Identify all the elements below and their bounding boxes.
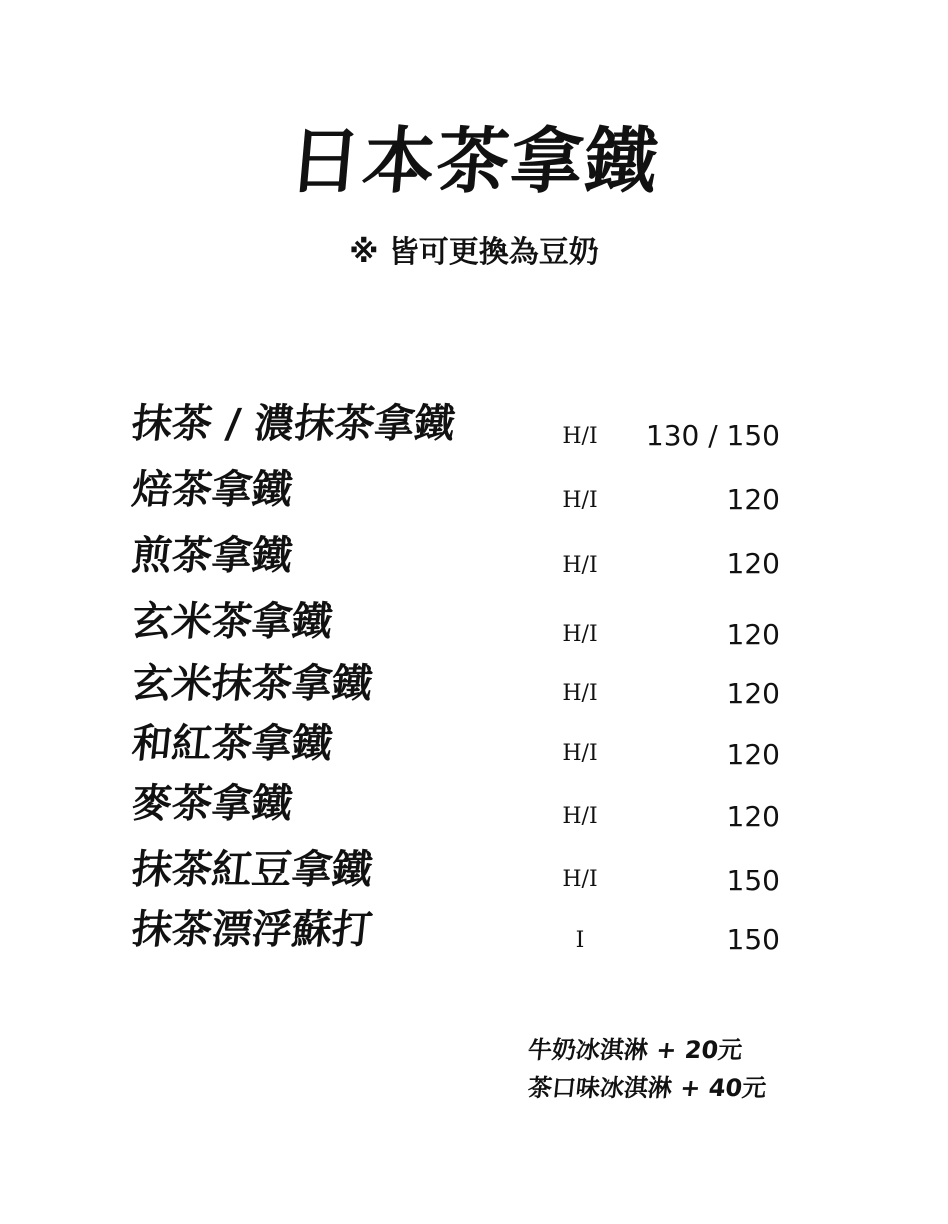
menu-item-size: H/I	[562, 867, 598, 892]
menu-item-size: H/I	[562, 741, 598, 766]
menu-item-price: 120	[726, 800, 780, 833]
menu-item-name: 抹茶紅豆拿鐵	[129, 847, 375, 893]
menu-item-size: H/I	[562, 553, 598, 578]
menu-item-price: 150	[726, 923, 780, 956]
addon-milk-ice-cream: 牛奶冰淇淋 + 20元	[526, 1036, 744, 1064]
addon-tea-ice-cream: 茶口味冰淇淋 + 40元	[526, 1074, 768, 1102]
menu-item-name: 煎茶拿鐵	[129, 533, 295, 579]
menu-title: 日本茶拿鐵	[285, 119, 663, 203]
menu-item-size: H/I	[562, 424, 598, 449]
menu-item-price: 120	[726, 547, 780, 580]
menu-item-size: H/I	[562, 488, 598, 513]
menu-item-price: 150	[726, 864, 780, 897]
menu-item-name: 抹茶 / 濃抹茶拿鐵	[129, 401, 457, 447]
menu-item-price: 120	[726, 677, 780, 710]
menu-item-name: 焙茶拿鐵	[129, 467, 295, 513]
menu-item-name: 麥茶拿鐵	[129, 781, 295, 827]
menu-item-name: 抹茶漂浮蘇打	[129, 907, 375, 953]
menu-item-price: 130 / 150	[645, 419, 780, 452]
menu-item-name: 玄米茶拿鐵	[129, 599, 335, 645]
menu-item-price: 120	[726, 738, 780, 771]
menu-item-size: H/I	[562, 804, 598, 829]
menu-item-name: 和紅茶拿鐵	[129, 721, 335, 767]
menu-item-size: H/I	[562, 681, 598, 706]
menu-subtitle: ※ 皆可更換為豆奶	[349, 235, 599, 270]
menu-item-size: I	[575, 928, 585, 953]
menu-item-price: 120	[726, 618, 780, 651]
menu-item-name: 玄米抹茶拿鐵	[129, 661, 375, 707]
menu-item-size: H/I	[562, 622, 598, 647]
menu-item-price: 120	[726, 483, 780, 516]
